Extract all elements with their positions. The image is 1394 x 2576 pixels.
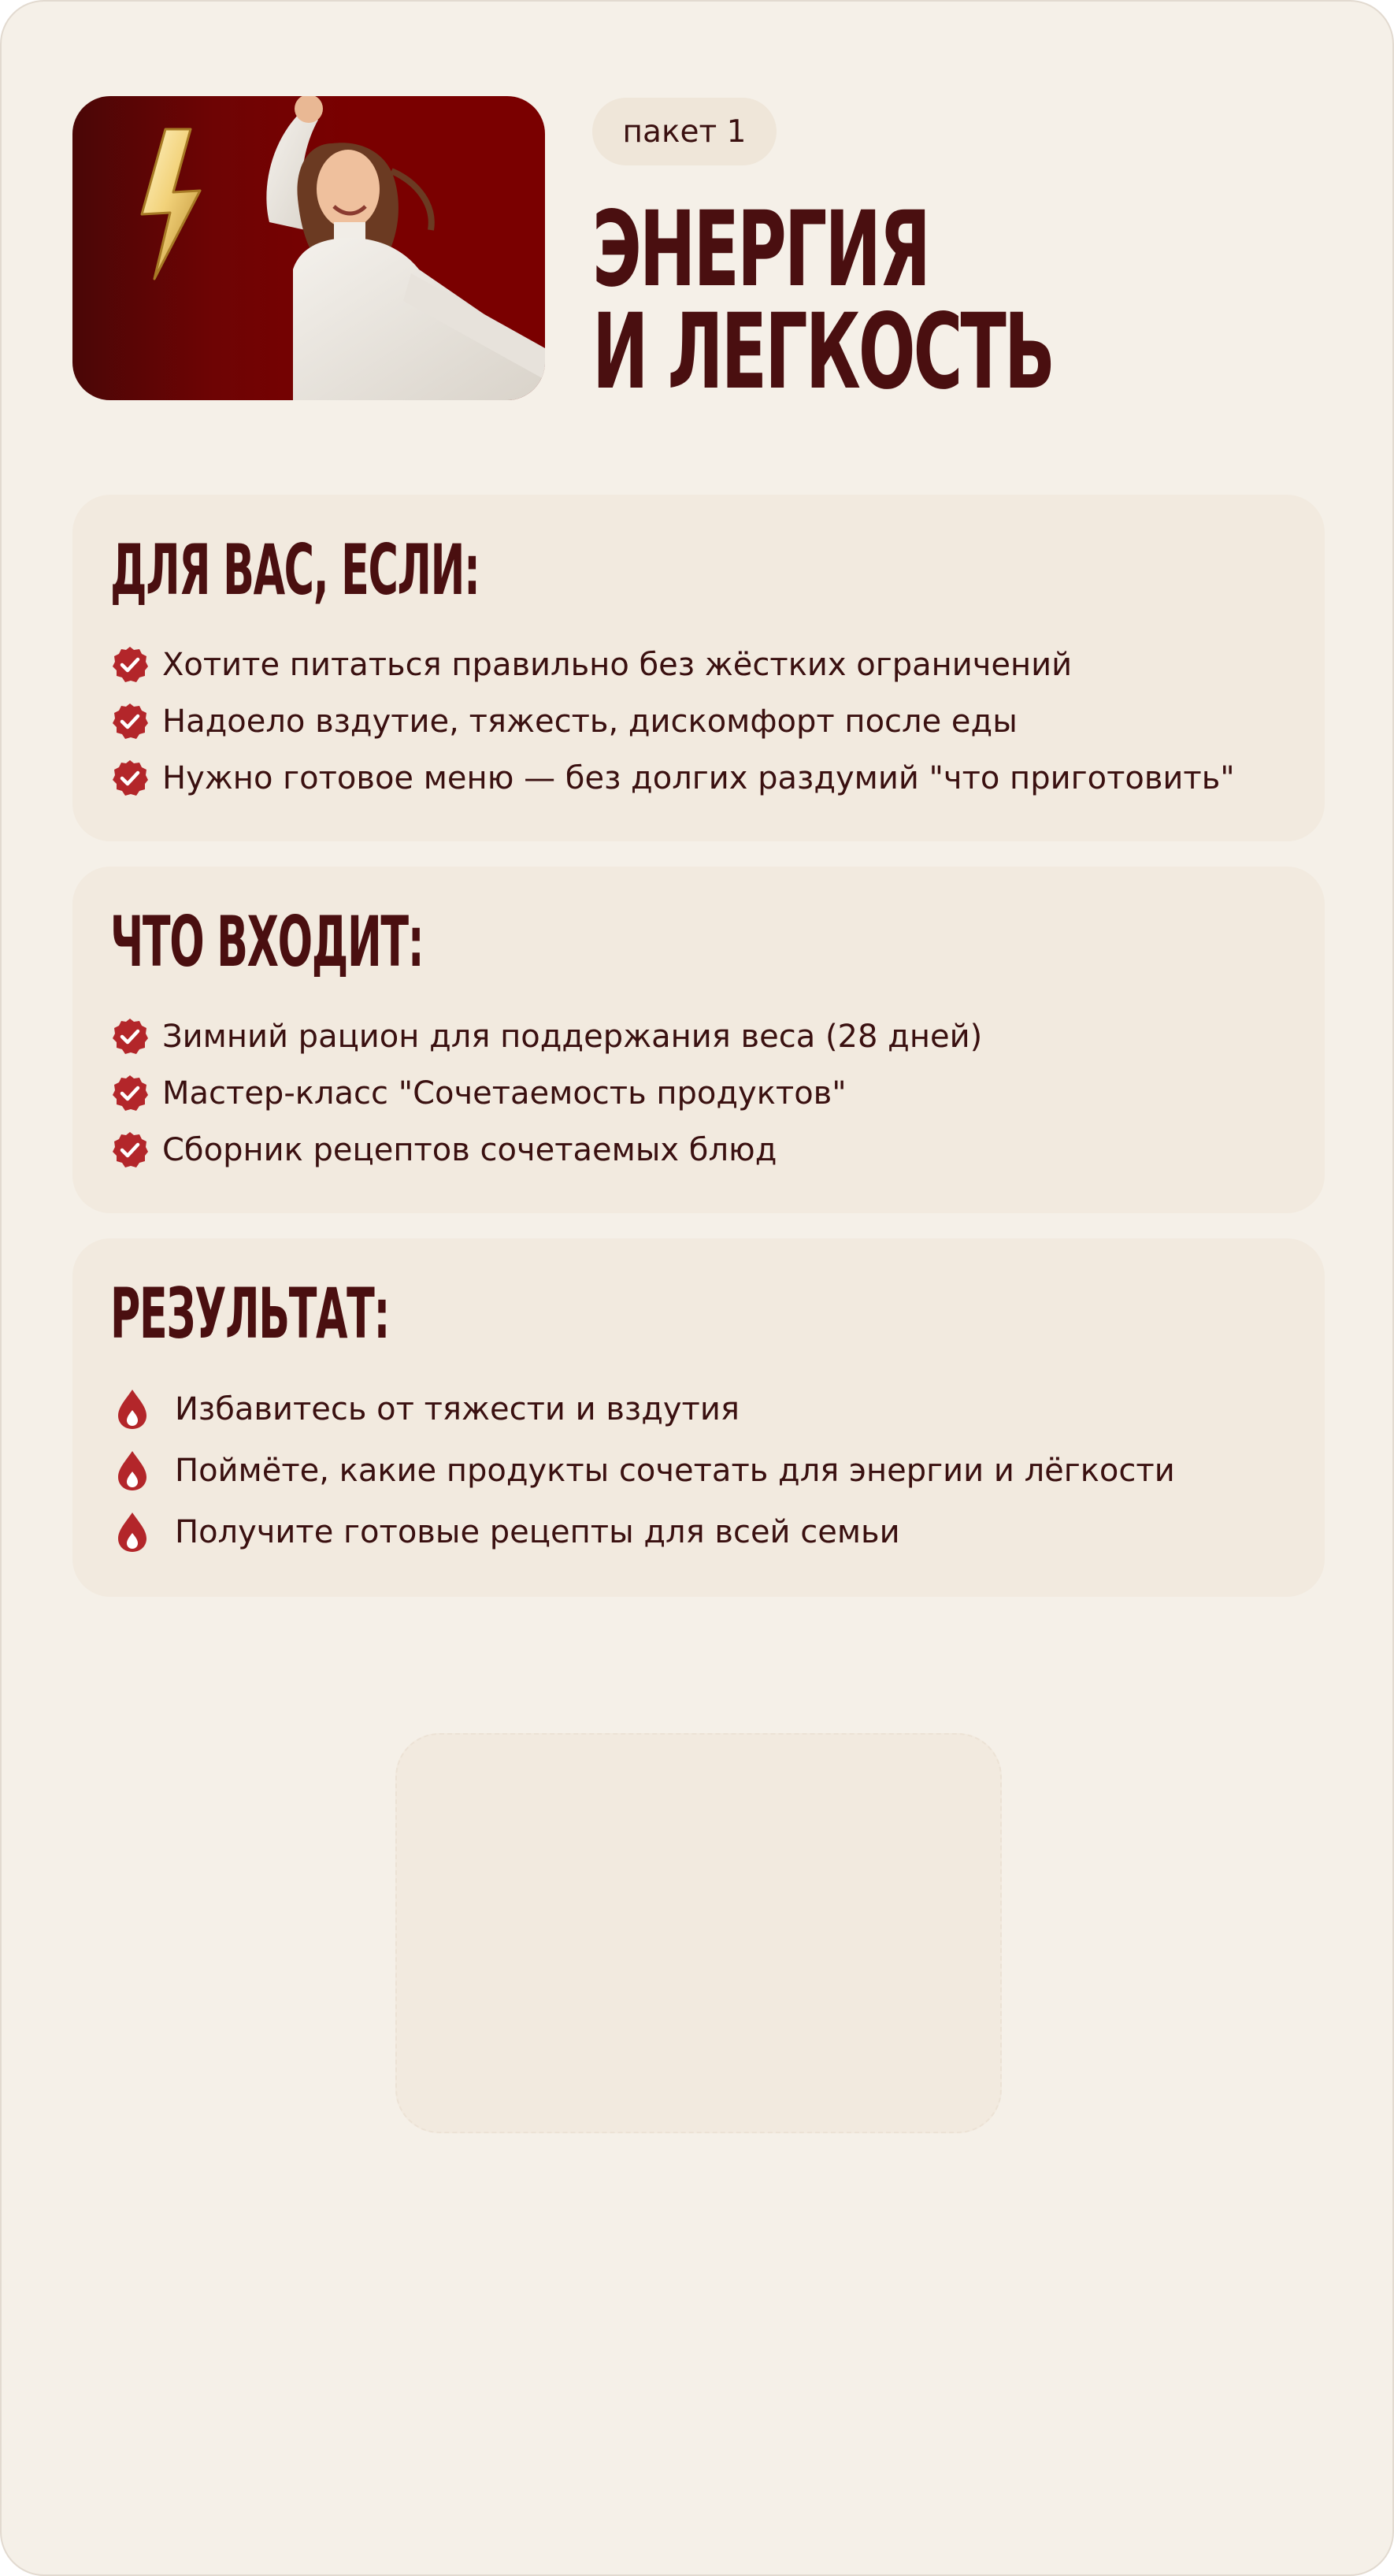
page-title-line-1: ЭНЕРГИЯ — [592, 189, 929, 310]
list-item-text: Надоело вздутие, тяжесть, дискомфорт после еды — [162, 703, 1018, 740]
flame-drop-icon — [115, 1388, 150, 1431]
for-you-heading: ДЛЯ ВАС, ЕСЛИ: — [110, 529, 480, 611]
check-badge-icon — [110, 759, 150, 798]
result-list — [110, 1379, 1175, 1563]
for-you-card — [72, 495, 1325, 841]
list-item — [110, 693, 1235, 750]
page-title-line-2: И ЛЕГКОСТЬ — [592, 291, 1054, 413]
list-item — [110, 1501, 1175, 1563]
list-item-text: Мастер-класс "Сочетаемость продуктов" — [162, 1075, 847, 1112]
hero-image — [72, 96, 545, 400]
includes-card — [72, 867, 1325, 1213]
includes-heading: ЧТО ВХОДИТ: — [110, 901, 424, 982]
check-badge-icon — [110, 1074, 150, 1113]
woman-photo — [266, 96, 545, 400]
package-badge: пакет 1 — [592, 98, 777, 165]
placeholder-box — [395, 1733, 1002, 2133]
for-you-list — [110, 637, 1235, 807]
flame-drop-icon — [115, 1511, 150, 1553]
flame-drop-icon — [115, 1449, 150, 1492]
list-item-text: Нужно готовое меню — без долгих раздумий "что приготовить" — [162, 760, 1235, 796]
list-item-text: Сборник рецептов сочетаемых блюд — [162, 1132, 777, 1168]
result-heading: РЕЗУЛЬТАТ: — [110, 1273, 390, 1354]
list-item-text: Поймёте, какие продукты сочетать для энергии и лёгкости — [175, 1453, 1175, 1489]
list-item — [110, 750, 1235, 807]
list-item-text: Зимний рацион для поддержания веса (28 дней) — [162, 1019, 983, 1055]
page-title — [592, 189, 1054, 413]
list-item-text: Избавитесь от тяжести и вздутия — [175, 1391, 740, 1427]
check-badge-icon — [110, 702, 150, 741]
list-item-text: Получите готовые рецепты для всей семьи — [175, 1514, 900, 1550]
result-card — [72, 1238, 1325, 1597]
check-badge-icon — [110, 1017, 150, 1056]
list-item — [110, 1065, 982, 1122]
check-badge-icon — [110, 645, 150, 685]
includes-list — [110, 1008, 982, 1179]
list-item — [110, 1440, 1175, 1501]
list-item — [110, 637, 1235, 693]
check-badge-icon — [110, 1130, 150, 1170]
lightning-icon — [142, 129, 200, 279]
list-item — [110, 1379, 1175, 1440]
list-item-text: Хотите питаться правильно без жёстких ограничений — [162, 647, 1073, 683]
list-item — [110, 1008, 982, 1065]
list-item — [110, 1122, 982, 1179]
